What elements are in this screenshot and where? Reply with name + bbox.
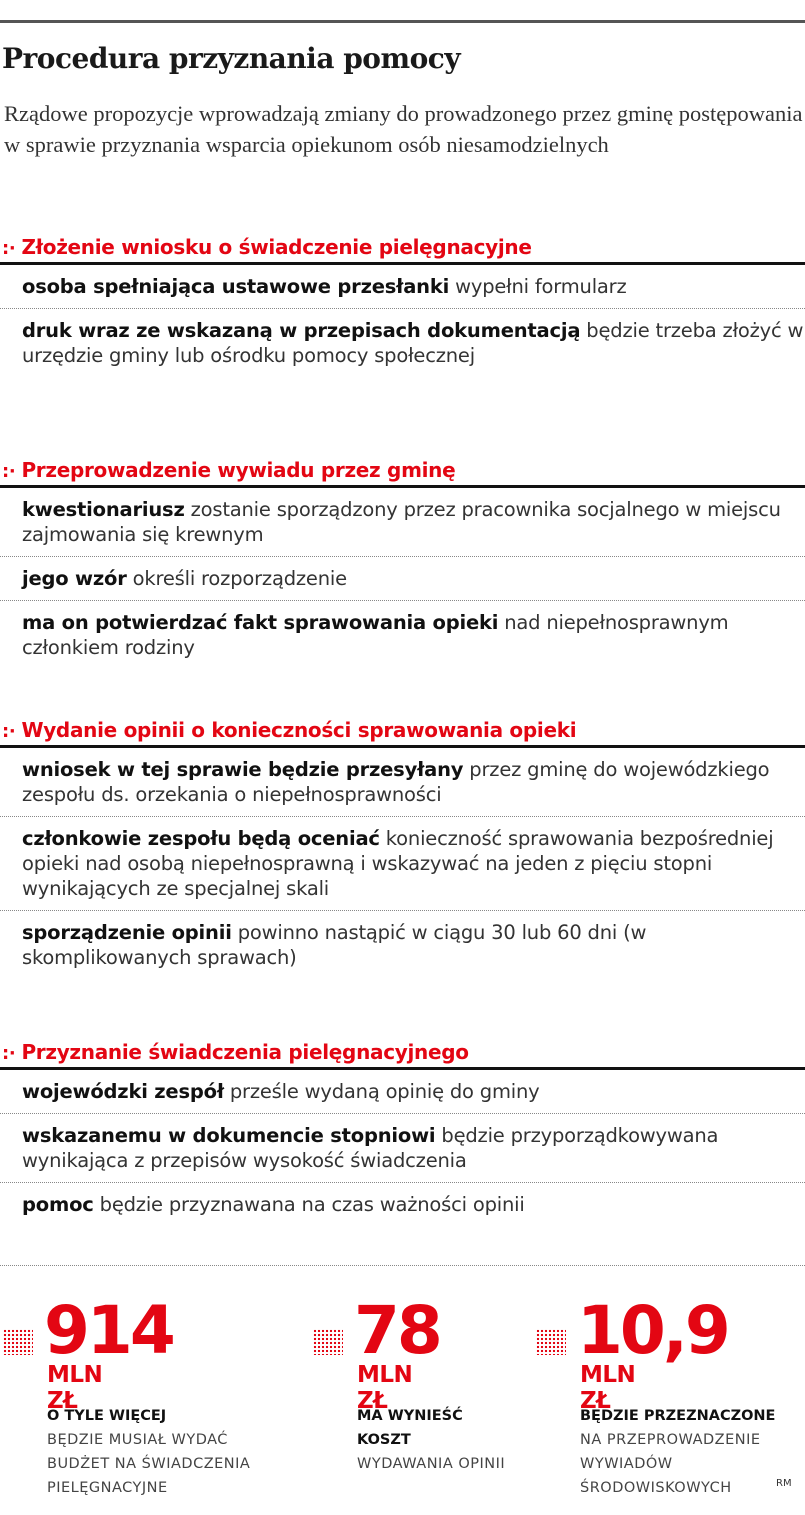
stat-caption bbox=[580, 1404, 805, 1500]
bullet-marker-icon: :· bbox=[2, 1043, 16, 1064]
list-item-text: nad niepełnosprawnym członkiem rodziny bbox=[22, 611, 729, 659]
list-item-text: wypełni formularz bbox=[449, 275, 627, 298]
stat-caption-bold: O TYLE WIĘCEJ bbox=[47, 1408, 167, 1424]
stat-caption-text: NA PRZEPROWADZENIE WYWIADÓW ŚRODOWISKOWYCH bbox=[580, 1432, 761, 1496]
list-item-text: będzie przyznawana na czas ważności opinii bbox=[93, 1193, 525, 1216]
list-item bbox=[0, 309, 805, 377]
bullet-marker-icon: :· bbox=[2, 721, 16, 742]
list-item-text: konieczność sprawowania bezpośredniej opieki nad osobą niepełnosprawną i wskazywać na jeden z pięciu stopni wynikających ze specjalnej skali bbox=[22, 827, 774, 900]
stat-caption-bold: BĘDZIE PRZEZNACZONE bbox=[580, 1408, 776, 1424]
list-item-bold: pomoc bbox=[22, 1193, 94, 1216]
stat-value: 914 bbox=[44, 1292, 173, 1369]
list-item bbox=[0, 748, 805, 817]
list-item-bold: druk wraz ze wskazaną w przepisach dokumentacją bbox=[22, 319, 581, 342]
list-item bbox=[0, 1114, 805, 1183]
list-item bbox=[0, 557, 805, 601]
section-heading bbox=[0, 232, 805, 265]
section-heading-text: Wydanie opinii o konieczności sprawowania opieki bbox=[21, 718, 577, 742]
list-item bbox=[0, 488, 805, 557]
list-item-bold: osoba spełniająca ustawowe przesłanki bbox=[22, 275, 450, 298]
list-item bbox=[0, 265, 805, 309]
section bbox=[0, 1037, 805, 1226]
stat-caption bbox=[47, 1404, 282, 1500]
list-item-bold: jego wzór bbox=[22, 567, 127, 590]
stat-unit: MLN ZŁ bbox=[357, 1362, 413, 1414]
section-heading bbox=[0, 715, 805, 748]
section-heading bbox=[0, 455, 805, 488]
section-heading bbox=[0, 1037, 805, 1070]
section bbox=[0, 715, 805, 979]
section bbox=[0, 455, 805, 669]
bullet-marker-icon: :· bbox=[2, 238, 16, 259]
stat-caption bbox=[357, 1404, 507, 1476]
bullet-marker-icon: :· bbox=[2, 461, 16, 482]
dot-grid-icon bbox=[3, 1329, 33, 1355]
top-rule bbox=[0, 20, 805, 23]
list-item-bold: wniosek w tej sprawie będzie przesyłany bbox=[22, 758, 464, 781]
list-item bbox=[0, 1183, 805, 1226]
list-item-text: przez gminę do wojewódzkiego zespołu ds. orzekania o niepełnosprawności bbox=[22, 758, 770, 806]
list-item bbox=[0, 1070, 805, 1114]
section-heading-text: Przyznanie świadczenia pielęgnacyjnego bbox=[21, 1040, 469, 1064]
dot-grid-icon bbox=[536, 1329, 566, 1355]
section bbox=[0, 232, 805, 377]
stat-caption-bold: MA WYNIEŚĆ KOSZT bbox=[357, 1408, 463, 1448]
list-item-bold: członkowie zespołu będą oceniać bbox=[22, 827, 380, 850]
stat-value: 10,9 bbox=[577, 1292, 728, 1369]
list-item-text: powinno nastąpić w ciągu 30 lub 60 dni (w skomplikowanych sprawach) bbox=[22, 921, 647, 969]
page-title: Procedura przyznania pomocy bbox=[2, 42, 461, 75]
list-item-text: będzie trzeba złożyć w urzędzie gminy lub ośrodku pomocy społecznej bbox=[22, 319, 804, 367]
list-item-bold: sporządzenie opinii bbox=[22, 921, 232, 944]
list-item-bold: kwestionariusz bbox=[22, 498, 185, 521]
stat-caption-text: WYDAWANIA OPINII bbox=[357, 1456, 506, 1472]
list-item bbox=[0, 911, 805, 979]
section-heading-text: Przeprowadzenie wywiadu przez gminę bbox=[21, 458, 456, 482]
list-item-bold: wskazanemu w dokumencie stopniowi bbox=[22, 1124, 436, 1147]
list-item-bold: wojewódzki zespół bbox=[22, 1080, 224, 1103]
lead-paragraph: Rządowe propozycje wprowadzają zmiany do prowadzonego przez gminę postępowania w sprawie przyznania wsparcia opiekunom osób niesamodzielnych bbox=[4, 101, 803, 157]
list-item-text: prześle wydaną opinię do gminy bbox=[223, 1080, 540, 1103]
stat-value: 78 bbox=[354, 1292, 440, 1369]
stat-unit: MLN ZŁ bbox=[47, 1362, 103, 1414]
section-heading-text: Złożenie wniosku o świadczenie pielęgnacyjne bbox=[21, 235, 532, 259]
dot-grid-icon bbox=[313, 1329, 343, 1355]
list-item bbox=[0, 817, 805, 911]
stat-unit: MLN ZŁ bbox=[580, 1362, 636, 1414]
stat-caption-text: BĘDZIE MUSIAŁ WYDAĆ BUDŻET NA ŚWIADCZENIA PIELĘGNACYJNE bbox=[47, 1432, 251, 1496]
list-item-bold: ma on potwierdzać fakt sprawowania opieki bbox=[22, 611, 499, 634]
list-item-text: zostanie sporządzony przez pracownika socjalnego w miejscu zajmowania się krewnym bbox=[22, 498, 781, 546]
author-credit: RM bbox=[776, 1478, 792, 1489]
list-item-text: będzie przyporządkowywana wynikająca z przepisów wysokość świadczenia bbox=[22, 1124, 719, 1172]
list-item-text: określi rozporządzenie bbox=[126, 567, 347, 590]
list-item bbox=[0, 601, 805, 669]
